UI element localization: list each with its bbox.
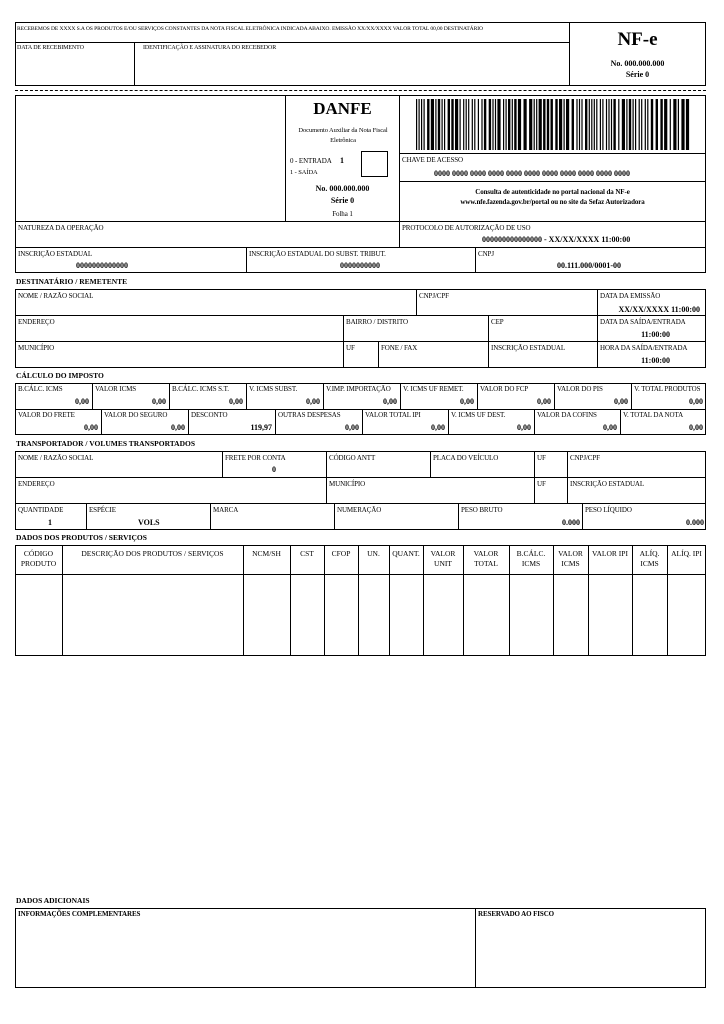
- danfe-title: DANFE: [313, 99, 372, 118]
- barcode-bar: [463, 99, 464, 150]
- dest-emissao-label: DATA DA EMISSÃO: [600, 292, 661, 300]
- barcode-bar: [686, 99, 689, 150]
- transp-especie-value: VOLS: [138, 518, 160, 527]
- data-recebimento-label: DATA DE RECEBIMENTO: [17, 45, 84, 51]
- nfe-title: NF-e: [617, 29, 658, 50]
- imposto-value-row2-4: 0,00: [431, 423, 445, 432]
- transp-uf-label: UF: [537, 454, 546, 462]
- dest-cep-label: CEP: [491, 318, 504, 326]
- produtos-header-4: CFOP: [331, 549, 351, 558]
- transp-peso-bruto-value: 0.000: [562, 518, 580, 527]
- transp-especie-label: ESPÉCIE: [89, 506, 116, 514]
- barcode-bar: [608, 99, 609, 150]
- barcode-bar: [435, 99, 436, 150]
- barcode-bar: [503, 99, 504, 150]
- barcode-bar: [591, 99, 592, 150]
- barcode-bar: [622, 99, 625, 150]
- imposto-label-row1-7: VALOR DO PIS: [557, 385, 603, 393]
- dest-emissao-value: XX/XX/XXXX 11:00:00: [618, 305, 700, 314]
- barcode-bar: [681, 99, 684, 150]
- imposto-section: CÁLCULO DO IMPOSTO: [16, 371, 104, 380]
- barcode-bar: [579, 99, 580, 150]
- ie-st-label: INSCRIÇÃO ESTADUAL DO SUBST. TRIBUT.: [249, 250, 386, 258]
- dest-municipio-label: MUNICÍPIO: [18, 344, 55, 352]
- dest-cnpj-label: CNPJ/CPF: [419, 292, 449, 300]
- barcode-bar: [431, 99, 434, 150]
- barcode-bar: [514, 99, 516, 150]
- transp-endereco-label: ENDEREÇO: [18, 480, 55, 488]
- natureza-label: NATUREZA DA OPERAÇÃO: [18, 224, 104, 232]
- ie-label: INSCRIÇÃO ESTADUAL: [18, 250, 93, 258]
- imposto-label-row1-2: B.CÁLC. ICMS S.T.: [172, 385, 229, 393]
- dest-bairro-label: BAIRRO / DISTRITO: [346, 318, 408, 326]
- emitente-box: [15, 95, 286, 222]
- barcode-bar: [419, 99, 420, 150]
- imposto-label-row1-5: V. ICMS UF REMET.: [403, 385, 464, 393]
- adicionais-section: DADOS ADICIONAIS: [16, 896, 90, 905]
- barcode-bar: [438, 99, 440, 150]
- barcode-bar: [543, 99, 545, 150]
- canhoto-recebemos-text: RECEBEMOS DE XXXX S.A OS PRODUTOS E/OU SERVIÇOS CONSTANTES DA NOTA FISCAL ELETRÔNICA INDICADA ABAIXO. EMISSÃO XX/XX/XXXX VALOR TOTAL 00,00 DESTINATÁRIO: [17, 26, 483, 32]
- identificacao-label: IDENTIFICAÇÃO E ASSINATURA DO RECEBEDOR: [143, 45, 277, 51]
- barcode-bar: [651, 99, 653, 150]
- imposto-value-row1-4: 0,00: [383, 397, 397, 406]
- barcode-bar: [572, 99, 574, 150]
- produtos-header-5: UN.: [367, 549, 380, 558]
- imposto-label-row2-0: VALOR DO FRETE: [18, 411, 75, 419]
- barcode-bar: [472, 99, 473, 150]
- protocolo-value: 000000000000000 - XX/XX/XXXX 11:00:00: [482, 235, 631, 244]
- imposto-label-row1-8: V. TOTAL PRODUTOS: [634, 385, 701, 393]
- imposto-label-row1-1: VALOR ICMS: [95, 385, 137, 393]
- barcode-bar: [551, 99, 553, 150]
- barcode-bar: [673, 99, 676, 150]
- barcode-bar: [611, 99, 612, 150]
- dest-uf-label: UF: [346, 344, 355, 352]
- transp-peso-bruto-label: PESO BRUTO: [461, 506, 503, 514]
- consulta-line-1: Consulta de autenticidade no portal nacional da NF-e: [475, 188, 630, 196]
- dest-fone-label: FONE / FAX: [381, 344, 418, 352]
- produtos-header-1: DESCRIÇÃO DOS PRODUTOS / SERVIÇOS: [81, 549, 224, 558]
- barcode-bar: [444, 99, 445, 150]
- transportador-box: [15, 451, 706, 530]
- destinatario-section: DESTINATÁRIO / REMETENTE: [16, 277, 128, 286]
- imposto-label-row1-4: V.IMP. IMPORTAÇÃO: [326, 385, 391, 393]
- imposto-label-row1-0: B.CÁLC. ICMS: [18, 385, 63, 393]
- barcode-bar: [492, 99, 493, 150]
- barcode-bar: [635, 99, 636, 150]
- imposto-label-row2-1: VALOR DO SEGURO: [104, 411, 168, 419]
- barcode-bar: [656, 99, 658, 150]
- cnpj-label: CNPJ: [478, 250, 494, 258]
- barcode-bar: [581, 99, 582, 150]
- consulta-line-2: www.nfe.fazenda.gov.br/portal ou no site da Sefaz Autorizadora: [460, 198, 645, 206]
- produtos-header-8: VALOR TOTAL: [473, 549, 499, 568]
- barcode-bar: [594, 99, 595, 150]
- imposto-value-row2-3: 0,00: [345, 423, 359, 432]
- imposto-label-row1-3: V. ICMS SUBST.: [249, 385, 298, 393]
- imposto-value-row1-0: 0,00: [75, 397, 89, 406]
- barcode-bar: [589, 99, 590, 150]
- canhoto-numero: No. 000.000.000: [610, 59, 665, 68]
- transp-municipio-label: MUNICÍPIO: [329, 480, 366, 488]
- transp-quantidade-value: 1: [48, 518, 52, 527]
- ie-st-value: 0000000000: [340, 261, 380, 270]
- dest-hora-value: 11:00:00: [641, 356, 670, 365]
- chave-label: CHAVE DE ACESSO: [402, 156, 463, 164]
- danfe-folha: Folha 1: [332, 210, 353, 218]
- info-complementares-label: INFORMAÇÕES COMPLEMENTARES: [18, 910, 141, 918]
- transp-uf2-label: UF: [537, 480, 546, 488]
- barcode-bar: [442, 99, 443, 150]
- imposto-value-row1-8: 0,00: [689, 397, 703, 406]
- barcode-bar: [547, 99, 549, 150]
- tipo-box: [361, 151, 388, 177]
- imposto-label-row1-6: VALOR DO FCP: [480, 385, 529, 393]
- transp-antt-label: CÓDIGO ANTT: [329, 454, 376, 462]
- barcode-bar: [484, 99, 486, 150]
- produtos-section: DADOS DOS PRODUTOS / SERVIÇOS: [16, 533, 147, 542]
- barcode-bar: [639, 99, 640, 150]
- transp-numeracao-label: NUMERAÇÃO: [337, 506, 382, 514]
- chave-value: 0000 0000 0000 0000 0000 0000 0000 0000 0000 0000 0000: [434, 169, 630, 178]
- dest-saida-value: 11:00:00: [641, 330, 670, 339]
- barcode-bar: [529, 99, 532, 150]
- barcode-bar: [633, 99, 634, 150]
- produtos-header-0: CÓDIGO PRODUTO: [20, 549, 57, 568]
- barcode-bar: [602, 99, 603, 150]
- barcode-bar: [424, 99, 425, 150]
- barcode-bar: [641, 99, 642, 150]
- barcode-bar: [427, 99, 429, 150]
- ie-value: 0000000000000: [76, 261, 128, 270]
- imposto-value-row2-6: 0,00: [603, 423, 617, 432]
- imposto-label-row2-7: V. TOTAL DA NOTA: [623, 411, 684, 419]
- dest-nome-label: NOME / RAZÃO SOCIAL: [18, 292, 94, 300]
- barcode-bar: [489, 99, 491, 150]
- imposto-value-row2-2: 119,97: [250, 423, 272, 432]
- barcode-bar: [596, 99, 597, 150]
- transp-frete-label: FRETE POR CONTA: [225, 454, 286, 462]
- imposto-label-row2-2: DESCONTO: [191, 411, 228, 419]
- barcode-bar: [606, 99, 607, 150]
- adicionais-box: [15, 908, 706, 988]
- produtos-table: [15, 545, 706, 656]
- imposto-label-row2-6: VALOR DA COFINS: [537, 411, 597, 419]
- imposto-label-row2-3: OUTRAS DESPESAS: [278, 411, 341, 419]
- danfe-saida: 1 - SAÍDA: [290, 169, 318, 176]
- transp-cnpj-label: CNPJ/CPF: [570, 454, 600, 462]
- barcode-bar: [613, 99, 615, 150]
- barcode-bar: [416, 99, 417, 150]
- imposto-value-row1-5: 0,00: [460, 397, 474, 406]
- danfe-subtitle: Documento Auxiliar da Nota Fiscal Eletrônica: [298, 127, 388, 144]
- barcode-bar: [497, 99, 500, 150]
- barcode-bar: [585, 99, 587, 150]
- produtos-header-6: QUANT.: [392, 549, 420, 558]
- danfe-serie: Série 0: [330, 196, 355, 205]
- barcode-bar: [660, 99, 662, 150]
- barcode-bar: [512, 99, 513, 150]
- imposto-value-row1-3: 0,00: [306, 397, 320, 406]
- transp-frete-value: 0: [272, 465, 276, 474]
- barcode: [416, 99, 692, 150]
- barcode-bar: [421, 99, 422, 150]
- transp-nome-label: NOME / RAZÃO SOCIAL: [18, 454, 94, 462]
- transp-peso-liquido-label: PESO LÍQUIDO: [585, 506, 632, 514]
- barcode-bar: [460, 99, 461, 150]
- barcode-bar: [566, 99, 569, 150]
- barcode-bar: [478, 99, 479, 150]
- cut-line: [15, 90, 706, 91]
- imposto-value-row2-1: 0,00: [171, 423, 185, 432]
- barcode-bar: [481, 99, 482, 150]
- barcode-bar: [626, 99, 627, 150]
- imposto-label-row2-4: VALOR TOTAL IPI: [365, 411, 421, 419]
- transp-ie-label: INSCRIÇÃO ESTADUAL: [570, 480, 645, 488]
- barcode-bar: [670, 99, 671, 150]
- barcode-bar: [664, 99, 667, 150]
- barcode-bar: [495, 99, 496, 150]
- barcode-bar: [451, 99, 453, 150]
- danfe-numero: No. 000.000.000: [315, 184, 370, 193]
- imposto-value-row1-7: 0,00: [614, 397, 628, 406]
- imposto-value-row2-7: 0,00: [689, 423, 703, 432]
- cnpj-value: 00.111.000/0001-00: [557, 261, 622, 270]
- barcode-bar: [600, 99, 601, 150]
- danfe-tipo: 1: [340, 156, 344, 165]
- barcode-bar: [536, 99, 537, 150]
- barcode-bar: [576, 99, 577, 150]
- transportador-section: TRANSPORTADOR / VOLUMES TRANSPORTADOS: [16, 439, 196, 448]
- barcode-bar: [559, 99, 562, 150]
- barcode-bar: [645, 99, 646, 150]
- barcode-bar: [555, 99, 557, 150]
- produtos-header-7: VALOR UNIT: [430, 549, 456, 568]
- barcode-bar: [629, 99, 631, 150]
- barcode-bar: [474, 99, 475, 150]
- dest-ie-label: INSCRIÇÃO ESTADUAL: [491, 344, 566, 352]
- imposto-value-row2-0: 0,00: [84, 423, 98, 432]
- imposto-value-row1-6: 0,00: [537, 397, 551, 406]
- imposto-value-row1-2: 0,00: [229, 397, 243, 406]
- barcode-bar: [455, 99, 458, 150]
- produtos-header-2: NCM/SH: [252, 549, 281, 558]
- produtos-header-9: B.CÁLC. ICMS: [516, 549, 546, 568]
- barcode-bar: [524, 99, 527, 150]
- transp-quantidade-label: QUANTIDADE: [18, 506, 64, 514]
- barcode-bar: [468, 99, 469, 150]
- imposto-value-row1-1: 0,00: [152, 397, 166, 406]
- barcode-bar: [466, 99, 467, 150]
- dest-hora-label: HORA DA SAÍDA/ENTRADA: [600, 344, 688, 352]
- produtos-header-10: VALOR ICMS: [558, 549, 583, 568]
- dest-saida-label: DATA DA SAÍDA/ENTRADA: [600, 318, 686, 326]
- produtos-header-11: VALOR IPI: [592, 549, 628, 558]
- barcode-bar: [508, 99, 510, 150]
- barcode-bar: [564, 99, 565, 150]
- transp-placa-label: PLACA DO VEÍCULO: [433, 454, 499, 462]
- barcode-bar: [448, 99, 450, 150]
- transp-marca-label: MARCA: [213, 506, 239, 514]
- produtos-header-13: ALÍQ. IPI: [671, 549, 702, 558]
- transp-peso-liquido-value: 0.000: [686, 518, 704, 527]
- barcode-bar: [678, 99, 679, 150]
- barcode-bar: [506, 99, 507, 150]
- canhoto-serie: Série 0: [625, 70, 650, 79]
- reservado-fisco-label: RESERVADO AO FISCO: [478, 910, 555, 918]
- barcode-bar: [539, 99, 542, 150]
- imposto-label-row2-5: V. ICMS UF DEST.: [451, 411, 506, 419]
- barcode-bar: [618, 99, 619, 150]
- danfe-entrada: 0 - ENTRADA: [290, 157, 332, 165]
- produtos-header-3: CST: [300, 549, 314, 558]
- barcode-bar: [647, 99, 648, 150]
- produtos-header-12: ALÍQ. ICMS: [639, 549, 660, 568]
- barcode-bar: [534, 99, 535, 150]
- dest-endereco-label: ENDEREÇO: [18, 318, 55, 326]
- barcode-bar: [518, 99, 521, 150]
- protocolo-label: PROTOCOLO DE AUTORIZAÇÃO DE USO: [402, 224, 531, 232]
- imposto-value-row2-5: 0,00: [517, 423, 531, 432]
